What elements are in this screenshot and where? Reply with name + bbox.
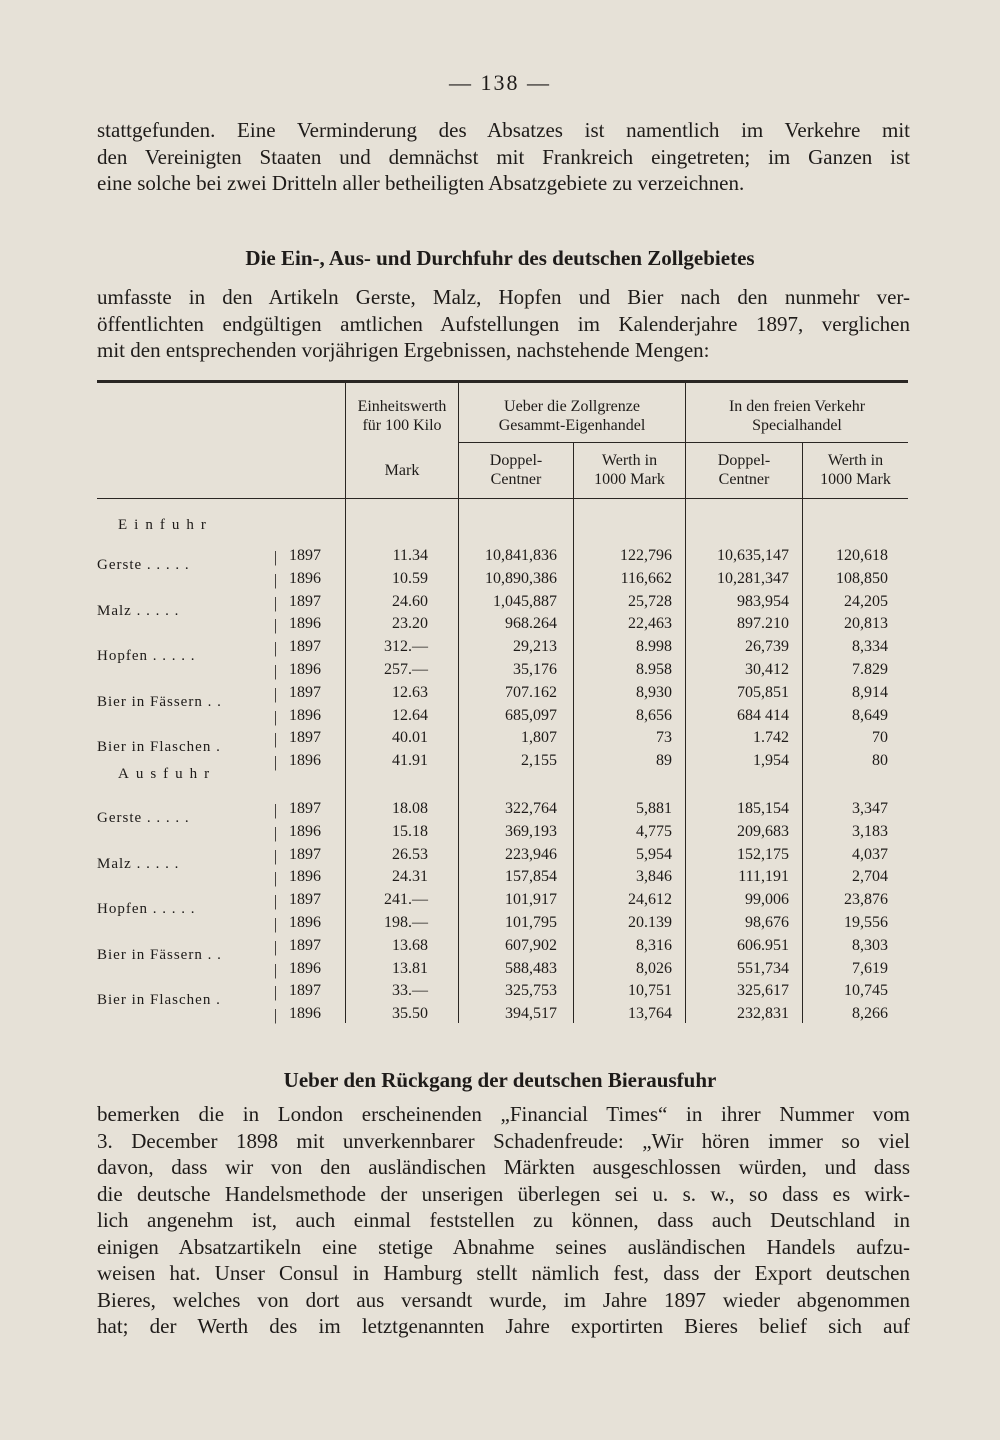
intro-line: den Vereinigten Staaten und demnächst mit Frankreich eingetreten; im Ganzen ist (97, 144, 910, 169)
intro-line: stattgefunden. Eine Verminderung des Absatzes ist namentlich im Verkehre mit (97, 118, 910, 142)
row-year: 1897 (289, 982, 321, 1000)
table-cell: 7.829 (852, 661, 888, 678)
row-year: 1896 (289, 569, 321, 587)
table-cell: 108,850 (836, 569, 888, 587)
trade-line: mit den entsprechenden vorjährigen Ergebnissen, nachstehende Mengen: (97, 338, 710, 362)
table-cell: 325,617 (737, 982, 789, 1000)
table-cell: 3,347 (852, 800, 888, 817)
intro-line: eine solche bei zwei Dritteln aller betheiligten Absatzgebiete zu verzeichnen. (97, 171, 745, 195)
table-cell: 312.— (384, 638, 428, 656)
table-header-rule (97, 498, 908, 499)
table-cell: 2,704 (852, 868, 888, 886)
brace-mark: | | (274, 802, 278, 842)
table-cell: 11.34 (392, 547, 428, 564)
row-year: 1897 (289, 683, 321, 701)
table-cell: 23,876 (844, 891, 888, 909)
brace-mark: | | (274, 984, 278, 1025)
page-number: — 138 — (449, 70, 551, 95)
row-year: 1896 (289, 661, 321, 678)
table-cell: 152,175 (737, 845, 789, 863)
row-label: Bier in Fässern . . (97, 946, 222, 963)
table-cell: 35.50 (392, 1005, 428, 1023)
table-cell: 20.139 (628, 914, 672, 931)
table-cell: 10,745 (844, 982, 888, 1000)
table-cell: 24.60 (392, 592, 428, 610)
row-label: Gerste . . . . . (97, 810, 190, 826)
table-cell: 98,676 (745, 914, 789, 931)
beer-line: hat; der Werth des im letztgenannten Jahre exportirten Bieres belief sich auf (97, 1314, 910, 1338)
header-border-trade: Ueber die Zollgrenze Gesammt-Eigenhandel (498, 398, 646, 434)
table-cell: 209,683 (737, 822, 789, 840)
row-year: 1897 (289, 638, 321, 656)
beer-line: lich angenehm ist, auch einmal feststellen zu können, dass auch Deutschland in (97, 1208, 910, 1232)
table-cell: 40.01 (392, 729, 428, 747)
row-year: 1897 (289, 891, 321, 909)
table-cell: 4,775 (636, 822, 672, 840)
row-label: Gerste . . . . . (97, 557, 190, 573)
beer-line: die deutsche Handelsmethode der unserigen überlegen sei u. s. w., so dass es wirk- (97, 1181, 910, 1206)
table-top-rule (97, 380, 908, 383)
row-year: 1897 (289, 729, 321, 747)
header-value-1000-mark: Werth in 1000 Mark (594, 452, 665, 488)
header-free-trade: In den freien Verkehr Specialhandel (728, 398, 866, 434)
table-cell: 33.— (392, 982, 428, 1000)
table-cell: 10,890,386 (485, 569, 557, 587)
table-cell: 198.— (384, 914, 428, 931)
table-cell: 99,006 (745, 891, 789, 909)
table-cell: 122,796 (620, 547, 672, 564)
table-cell: 8.998 (636, 638, 672, 656)
section-label-export: Ausfuhr (118, 766, 217, 782)
table-cell: 25,728 (628, 592, 672, 610)
row-label: Bier in Fässern . . (97, 693, 222, 710)
table-cell: 8,649 (852, 706, 888, 724)
table-cell: 8,266 (852, 1005, 888, 1023)
row-label: Malz . . . . . (97, 602, 180, 619)
brace-mark: | | (274, 549, 278, 589)
table-cell: 707.162 (505, 683, 557, 701)
beer-line: einigen Absatzartikeln eine stetige Abnahme seines ausländischen Handels aufzu- (97, 1234, 910, 1259)
row-year: 1897 (289, 936, 321, 954)
row-label: Malz . . . . . (97, 855, 180, 872)
table-cell: 983,954 (737, 592, 789, 610)
table-cell: 20,813 (844, 615, 888, 633)
table-cell: 41.91 (392, 752, 428, 770)
header-doppelcentner: Doppel- Centner (489, 452, 543, 488)
row-year: 1897 (289, 547, 321, 564)
table-cell: 26.53 (392, 845, 428, 863)
table-cell: 13.81 (392, 959, 428, 977)
table-cell: 10,841,836 (485, 547, 557, 564)
header-value-1000-mark: Werth in 1000 Mark (820, 452, 891, 488)
row-year: 1897 (289, 845, 321, 863)
trade-line: umfasste in den Artikeln Gerste, Malz, Hopfen und Bier nach den nunmehr ver- (97, 285, 910, 309)
intro-paragraph (97, 117, 910, 197)
brace-mark: | | (274, 640, 278, 680)
brace-mark: | | (274, 685, 278, 726)
brace-mark: | | (274, 893, 278, 933)
beer-line: bemerken die in London erscheinenden „Financial Times“ in ihrer Nummer vom (97, 1102, 910, 1126)
header-doppelcentner: Doppel- Centner (717, 452, 771, 488)
table-cell: 7,619 (852, 959, 888, 977)
table-cell: 101,795 (505, 914, 557, 931)
table-cell: 73 (656, 729, 672, 747)
table-cell: 8,656 (636, 706, 672, 724)
row-year: 1896 (289, 706, 321, 724)
section-heading-beer-export: Ueber den Rückgang der deutschen Bierausfuhr (283, 1068, 717, 1092)
table-cell: 80 (872, 752, 888, 770)
trade-line: öffentlichten endgültigen amtlichen Aufstellungen im Kalenderjahre 1897, verglichen (97, 311, 910, 336)
table-cell: 111,191 (738, 868, 789, 886)
table-cell: 325,753 (505, 982, 557, 1000)
table-cell: 1.742 (753, 729, 789, 747)
table-cell: 89 (656, 752, 672, 770)
table-cell: 8,303 (852, 936, 888, 954)
table-cell: 223,946 (505, 845, 557, 863)
row-label: Bier in Flaschen . (97, 739, 221, 756)
table-cell: 684 414 (737, 706, 789, 724)
table-cell: 322,764 (505, 800, 557, 817)
table-cell: 705,851 (737, 683, 789, 701)
table-cell: 588,483 (505, 959, 557, 977)
table-cell: 257.— (384, 661, 428, 678)
table-cell: 8.958 (636, 661, 672, 678)
table-subheader-rule (458, 442, 908, 443)
table-cell: 232,831 (737, 1005, 789, 1023)
brace-mark: | | (274, 938, 278, 979)
table-cell: 4,037 (852, 845, 888, 863)
beer-line: 3. December 1898 mit unverkennbarer Schadenfreude: „Wir hören immer so viel (97, 1128, 910, 1153)
table-cell: 1,807 (521, 729, 557, 747)
table-cell: 30,412 (745, 661, 789, 678)
table-cell: 8,334 (852, 638, 888, 656)
header-mark: Mark (384, 462, 420, 479)
table-cell: 1,045,887 (493, 592, 557, 610)
table-cell: 685,097 (505, 706, 557, 724)
row-label: Bier in Flaschen . (97, 992, 221, 1009)
table-cell: 13,764 (628, 1005, 672, 1023)
table-cell: 2,155 (521, 752, 557, 770)
table-cell: 897.210 (737, 615, 789, 633)
row-year: 1896 (289, 868, 321, 886)
table-cell: 19,556 (844, 914, 888, 931)
table-cell: 10.59 (392, 569, 428, 587)
trade-paragraph (97, 284, 910, 364)
table-cell: 1,954 (753, 752, 789, 770)
row-year: 1896 (289, 914, 321, 931)
row-year: 1896 (289, 752, 321, 770)
row-year: 1897 (289, 592, 321, 610)
table-cell: 241.— (384, 891, 428, 909)
section-label-import: Einfuhr (118, 517, 213, 533)
table-cell: 3,846 (636, 868, 672, 886)
table-cell: 35,176 (513, 661, 557, 678)
table-cell: 157,854 (505, 868, 557, 886)
table-cell: 8,930 (636, 683, 672, 701)
table-cell: 13.68 (392, 936, 428, 954)
table-cell: 606.951 (737, 936, 789, 954)
row-year: 1896 (289, 1005, 321, 1023)
table-cell: 551,734 (737, 959, 789, 977)
table-cell: 10,751 (628, 982, 672, 1000)
table-cell: 29,213 (513, 638, 557, 656)
table-cell: 26,739 (745, 638, 789, 656)
row-year: 1897 (289, 800, 321, 817)
table-cell: 18.08 (392, 800, 428, 817)
beer-line: weisen hat. Unser Consul in Hamburg stellt nämlich fest, dass der Export deutschen (97, 1261, 910, 1285)
table-cell: 5,881 (636, 800, 672, 817)
table-cell: 15.18 (392, 822, 428, 840)
table-cell: 24,612 (628, 891, 672, 909)
table-cell: 8,026 (636, 959, 672, 977)
table-cell: 22,463 (628, 615, 672, 633)
beer-export-paragraph (97, 1101, 910, 1340)
table-cell: 23.20 (392, 615, 428, 633)
beer-line: davon, dass wir von den ausländischen Märkten ausgeschlossen würden, und dass (97, 1155, 910, 1179)
row-year: 1896 (289, 959, 321, 977)
table-cell: 70 (872, 729, 888, 747)
section-heading-trade: Die Ein-, Aus- und Durchfuhr des deutschen Zollgebietes (245, 246, 755, 270)
table-cell: 8,316 (636, 936, 672, 954)
brace-mark: | | (274, 731, 278, 772)
table-cell: 185,154 (737, 800, 789, 817)
table-cell: 5,954 (636, 845, 672, 863)
row-year: 1896 (289, 822, 321, 840)
table-cell: 101,917 (505, 891, 557, 909)
table-cell: 10,281,347 (717, 569, 789, 587)
table-cell: 12.63 (392, 683, 428, 701)
table-cell: 394,517 (505, 1005, 557, 1023)
table-cell: 24,205 (844, 592, 888, 610)
table-cell: 120,618 (836, 547, 888, 564)
row-label: Hopfen . . . . . (97, 648, 196, 665)
table-cell: 968.264 (505, 615, 557, 633)
row-year: 1896 (289, 615, 321, 633)
table-cell: 24.31 (392, 868, 428, 886)
table-cell: 369,193 (505, 822, 557, 840)
table-cell: 12.64 (392, 706, 428, 724)
beer-line: Bieres, welches von dort aus versandt wurde, im Jahre 1897 wieder abgenommen (97, 1287, 910, 1312)
brace-mark: | | (274, 594, 278, 635)
table-cell: 3,183 (852, 822, 888, 840)
table-cell: 607,902 (505, 936, 557, 954)
table-cell: 10,635,147 (717, 547, 789, 564)
row-label: Hopfen . . . . . (97, 901, 196, 918)
brace-mark: | | (274, 847, 278, 888)
header-unit-value: Einheitswerth für 100 Kilo (357, 398, 447, 434)
table-cell: 116,662 (620, 569, 672, 587)
table-cell: 8,914 (852, 683, 888, 701)
